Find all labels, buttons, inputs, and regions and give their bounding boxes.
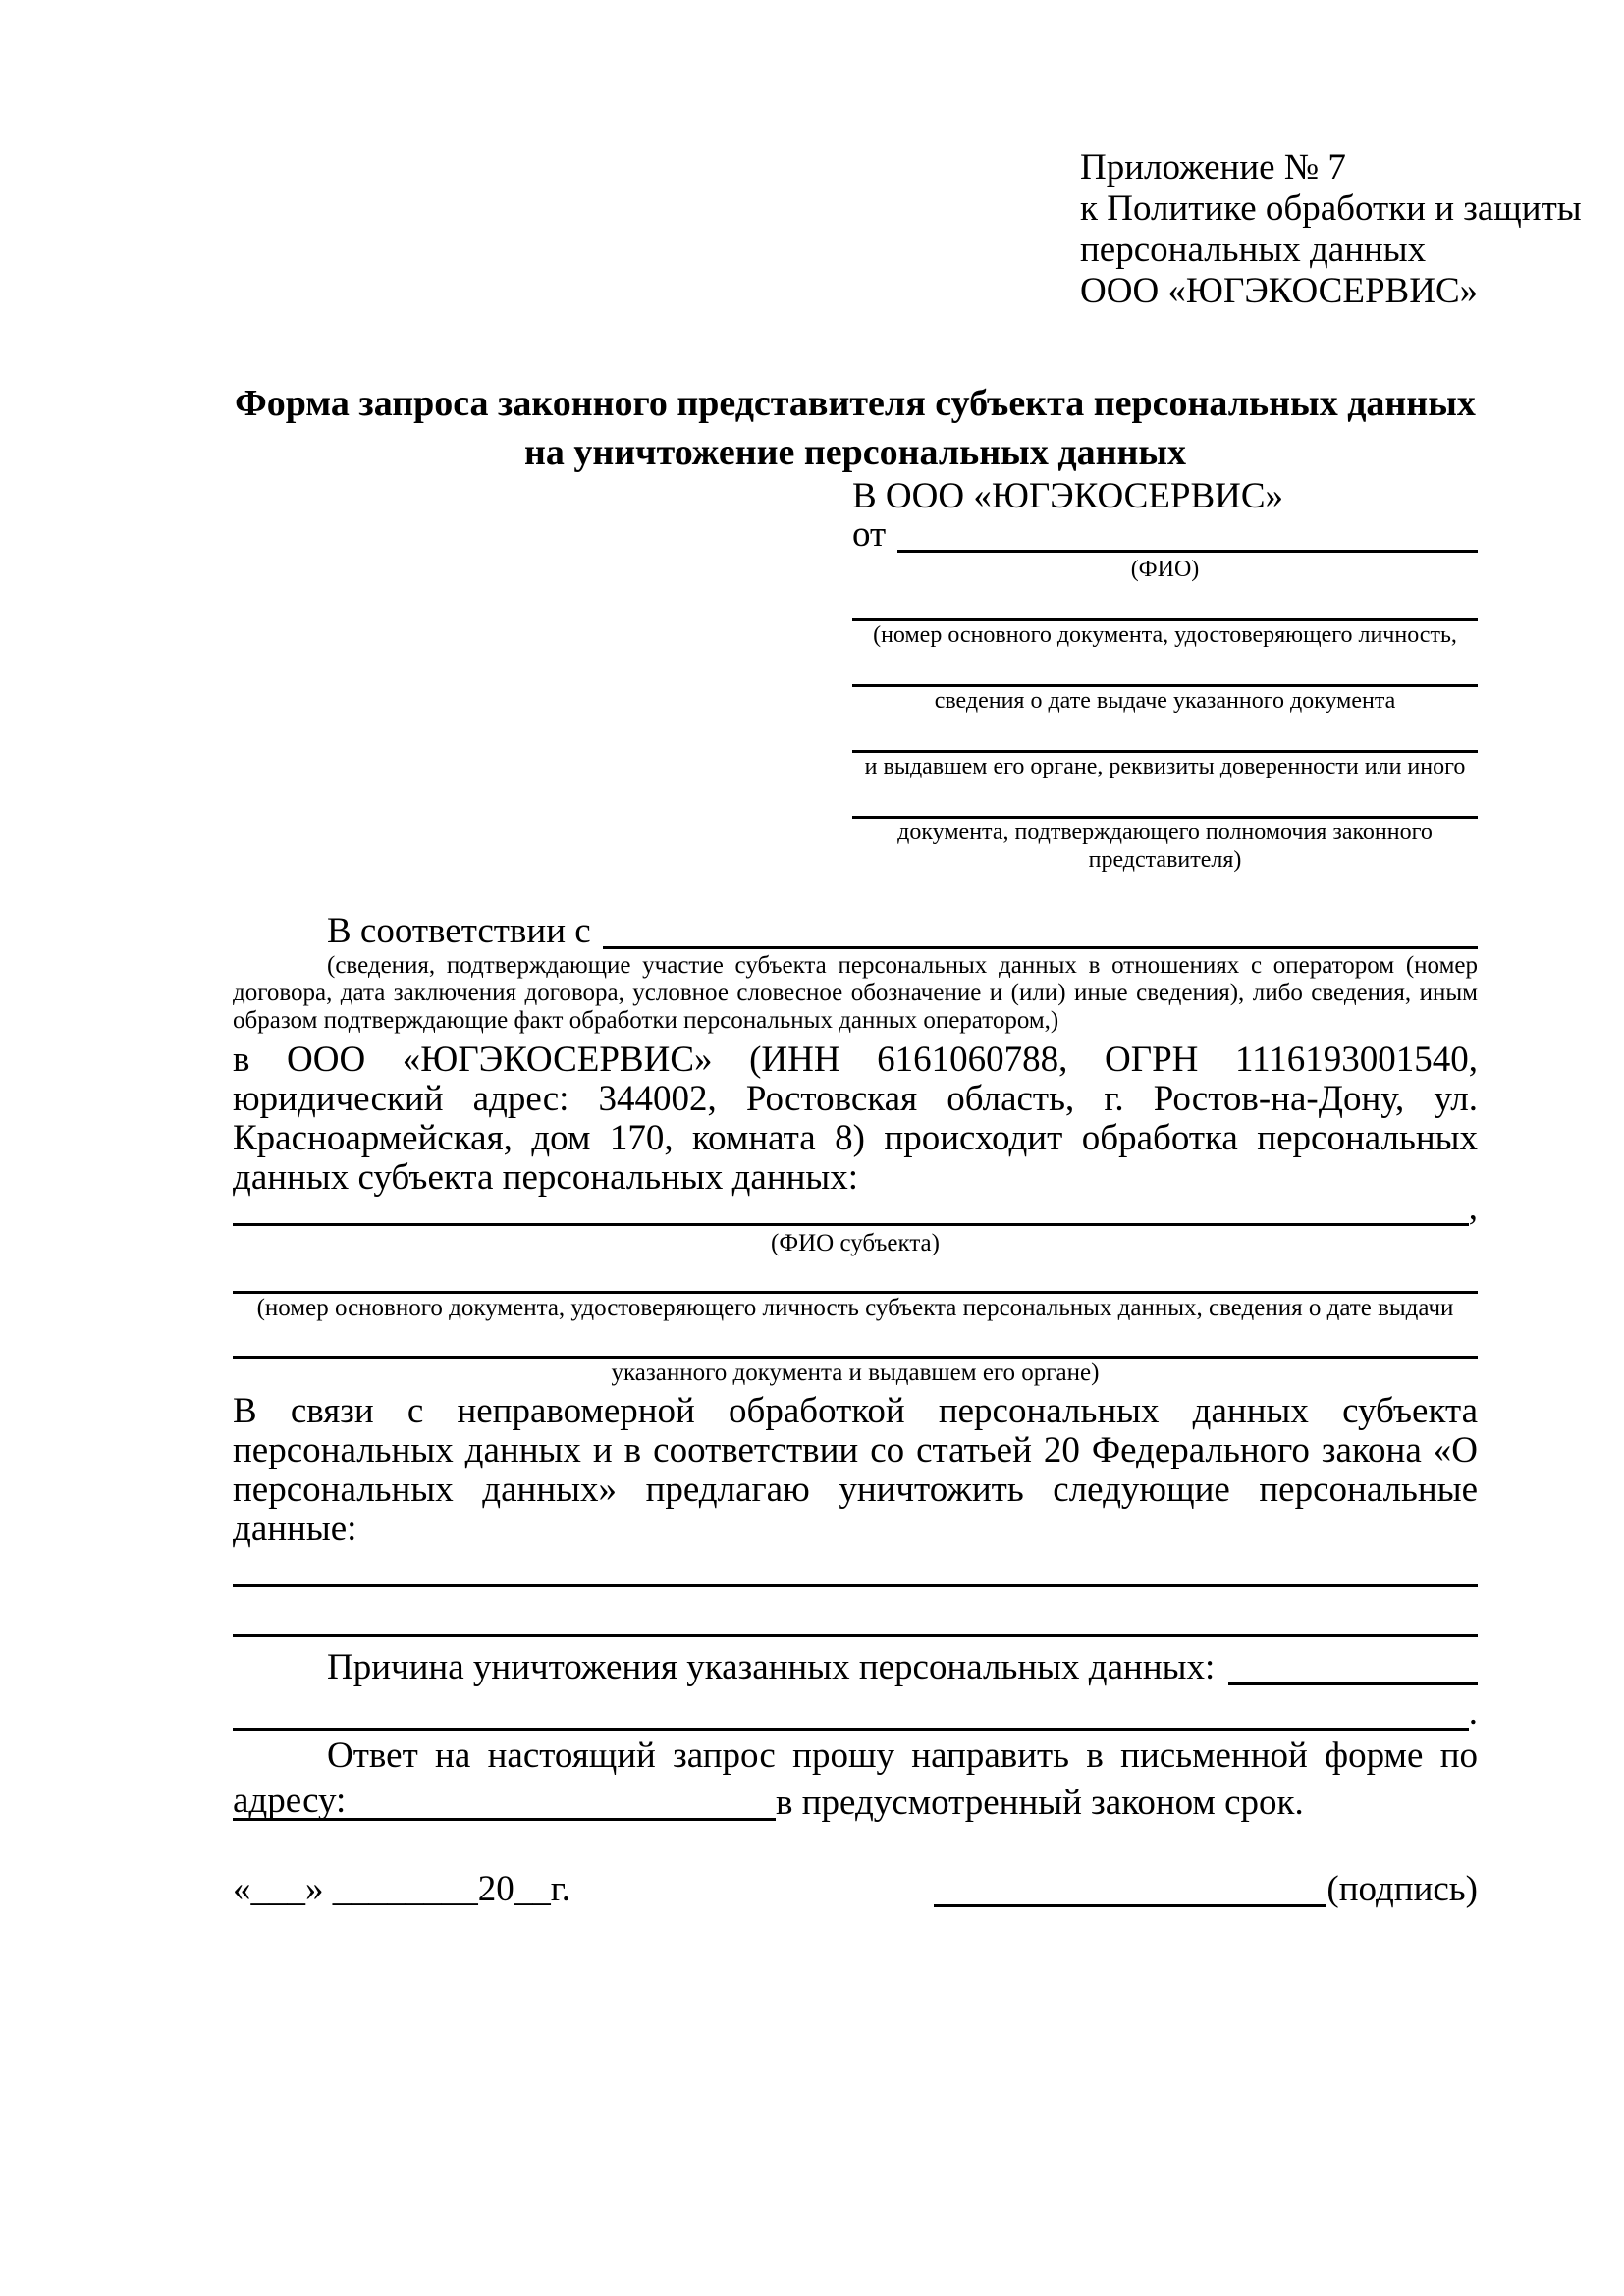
- reason-row-2: [233, 1688, 1478, 1734]
- appendix-line-3: персональных данных: [1080, 230, 1427, 270]
- representative-fio-field-line: [897, 550, 1478, 553]
- accordance-lead: В соответствии с: [327, 911, 591, 951]
- addressee-block: [852, 477, 1478, 874]
- date-line: «___» ________20__г.: [233, 1869, 571, 1909]
- caption-subject-doc-2: указанного документа и выдавшем его органе): [611, 1360, 1100, 1386]
- reply-address-field-line: [233, 1818, 776, 1821]
- reply-tail: в предусмотренный законом срок.: [776, 1783, 1304, 1823]
- caption-fio: (ФИО): [1130, 557, 1200, 582]
- signature-caption: (подпись): [1326, 1869, 1478, 1909]
- addressee: В ООО «ЮГЭКОСЕРВИС»: [852, 476, 1284, 516]
- caption-doc-1: (номер основного документа, удостоверяющего личность,: [873, 622, 1457, 648]
- subject-fio-field-line: [233, 1223, 1469, 1226]
- accordance-row: [233, 909, 1478, 952]
- accordance-note: (сведения, подтверждающие участие субъекта персональных данных в отношениях с оператором (номер договора, дата заключения договора, условное словесное обозначение и (или) иные сведения), либо сведения, иным образом подтверждающие факт обработки персональных данных оператором,): [233, 952, 1478, 1034]
- data-to-destroy-field-line-2: [233, 1634, 1478, 1637]
- subject-fio-row: [233, 1188, 1478, 1229]
- signature-field-line: [934, 1904, 1326, 1907]
- appendix-line-1: Приложение № 7: [1080, 147, 1346, 187]
- caption-doc-2: сведения о дате выдаче указанного документа: [934, 688, 1396, 714]
- reason-row: [233, 1645, 1478, 1688]
- signature-group: [934, 1869, 1478, 1910]
- data-to-destroy-field-line-1: [233, 1584, 1478, 1587]
- reply-row-2: [233, 1779, 1478, 1824]
- caption-subject-doc-1: (номер основного документа, удостоверяющего личность субъекта персональных данных, сведения о дате выдачи: [256, 1295, 1454, 1321]
- caption-doc-3: и выдавшем его органе, реквизиты доверенности или иного: [864, 754, 1466, 779]
- accordance-field-line: [603, 946, 1478, 949]
- appendix-header: [1080, 147, 1582, 312]
- title-line-1: Форма запроса законного представителя субъекта персональных данных: [235, 383, 1476, 424]
- caption-subject-fio: (ФИО субъекта): [771, 1230, 940, 1256]
- reason-lead: Причина уничтожения указанных персональных данных:: [327, 1647, 1216, 1687]
- from-label: от: [852, 514, 887, 555]
- reply-lead: Ответ на настоящий запрос прошу направить в письменной форме по адресу:: [233, 1735, 1478, 1821]
- caption-doc-4: документа, подтверждающего полномочия законного представителя): [897, 820, 1433, 873]
- reason-field-line-1: [1228, 1682, 1478, 1685]
- reason-field-line-2: [233, 1728, 1469, 1731]
- footer-row: [233, 1867, 1478, 1910]
- document-title: [233, 379, 1478, 477]
- unlawful-paragraph: В связи с неправомерной обработкой персональных данных субъекта персональных данных и в соответствии со статьей 20 Федерального закона «О персональных данных» предлагаю уничтожить следующие персональные данные:: [233, 1391, 1478, 1549]
- from-row: [852, 516, 1478, 556]
- appendix-line-4: ООО «ЮГЭКОСЕРВИС»: [1080, 271, 1479, 311]
- title-line-2: на уничтожение персональных данных: [523, 432, 1187, 473]
- operator-paragraph: в ООО «ЮГЭКОСЕРВИС» (ИНН 6161060788, ОГРН 1116193001540, юридический адрес: 344002, Ростовская область, г. Ростов-на-Дону, ул. Красноармейская, дом 170, комната 8) происходит обработка персональных данных субъекта персональных данных:: [233, 1040, 1478, 1198]
- appendix-line-2: к Политике обработки и защиты: [1080, 188, 1582, 229]
- subject-fio-trailing-comma: ,: [1468, 1188, 1478, 1228]
- reason-trailing-period: .: [1468, 1692, 1478, 1733]
